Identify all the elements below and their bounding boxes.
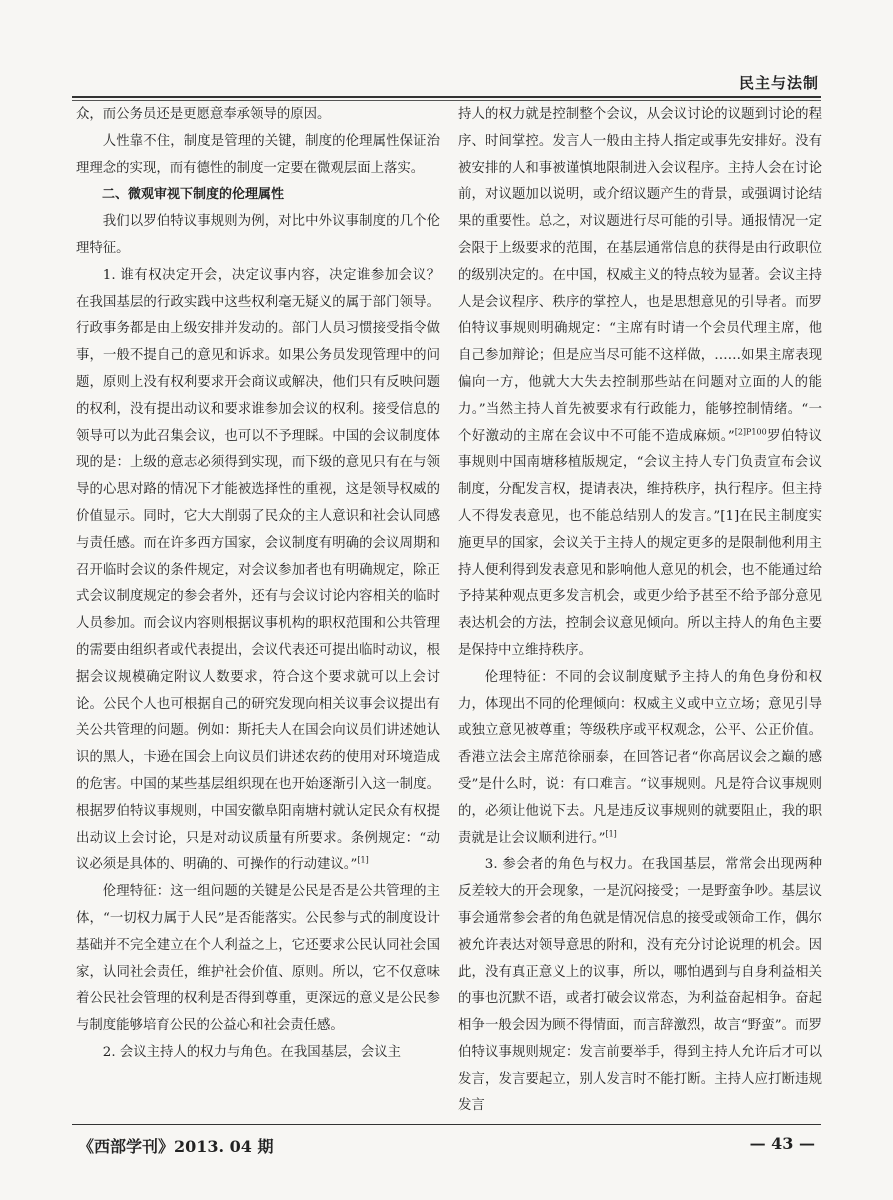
paragraph xyxy=(76,263,440,879)
citation: [1] xyxy=(720,508,740,524)
citation: [2]P100 xyxy=(734,427,767,437)
header-rule xyxy=(72,96,821,98)
citation: [1] xyxy=(357,855,369,865)
paragraph-text: 罗伯特议事规则中国南塘移植版规定，“会议主持人专门负责宣布会议制度，分配发言权，提请表决，维持秩序，执行程序。但主持人不得发表意见，也不能总结别人的发言。” xyxy=(458,428,822,524)
left-column xyxy=(76,102,440,1067)
section-heading: 二、微观审视下制度的伦理属性 xyxy=(102,187,285,203)
paragraph xyxy=(458,102,822,665)
journal-name: 《西部学刊》2013. 04 期 xyxy=(78,1137,274,1156)
paragraph: 人性靠不住，制度是管理的关键，制度的伦理属性保证治理理念的实现，而有德性的制度一定要在微观层面上落实。 xyxy=(76,133,440,176)
paragraph-text: 在民主制度实施更早的国家，会议关于主持人的规定更多的是限制他利用主持人便利得到发表意见和影响他人意见的机会，也不能通过给予持某种观点更多发言机会，或更少给予甚至不给予部分意见表达机会的方法，控制会议意见倾向。所以主持人的角色主要是保持中立维持秩序。 xyxy=(458,508,822,658)
paragraph-text: 伦理特征：不同的会议制度赋予主持人的角色身份和权力，体现出不同的伦理倾向：权威主义或中立立场；意见引导或独立意见被尊重；等级秩序或平权观念，公平、公正价值。香港立法会主席范徐丽泰，在回答记者“你高居议会之巅的感受”是什么时，说：有口难言。“议事规则。凡是符合议事规则的，必须让他说下去。凡是违反议事规则的就要阻止，我的职责就是让会议顺利进行。” xyxy=(458,669,822,846)
header-rule-thin xyxy=(72,100,821,101)
paragraph: 众，而公务员还是更愿意奉承领导的原因。 xyxy=(76,107,331,122)
paragraph: 2. 会议主持人的权力与角色。在我国基层，会议主 xyxy=(102,1044,402,1060)
paragraph-text: 1. 谁有权决定开会，决定议事内容，决定谁参加会议？在我国基层的行政实践中这些权利毫无疑义的属于部门领导。行政事务都是由上级安排并发动的。部门人员习惯接受指令做事，一般不提自己的意见和诉求。如果公务员发现管理中的问题，原则上没有权利要求开会商议或解决，他们只有反映问题的权利，没有提出动议和要求谁参加会议的权利。接受信息的领导可以为此召集会议，也可以不予理睬。中国的会议制度体现的是：上级的意志必须得到实现，而下级的意见只有在与领导的心思对路的情况下才能被选择性的重视，这是领导权威的价值显示。同时，它大大削弱了民众的主人意识和社会认同感与责任感。而在许多西方国家，会议制度有明确的会议周期和召开临时会议的条件规定，对会议参加者也有明确规定，除正式会议制度规定的参会者外，还有与会议讨论内容相关的临时人员参加。而会议内容则根据议事机构的职权范围和公共管理的需要由组织者或代表提出，会议代表还可提出临时动议，根据会议规模确定附议人数要求，符合这个要求就可以上会讨论。公民个人也可根据自己的研究发现向相关议事会议提出有关公共管理的问题。例如：斯托夫人在国会向议员们讲述她认识的黑人，卡逊在国会上向议员们讲述农药的使用对环境造成的危害。中国的某些基层组织现在也开始逐渐引入这一制度。根据罗伯特议事规则，中国安徽阜阳南塘村就认定民众有权提出动议上会讨论，只是对动议质量有所要求。条例规定：“动议必须是具体的、明确的、可操作的行动建议。” xyxy=(76,267,440,873)
paragraph: 3. 参会者的角色与权力。在我国基层，常常会出现两种反差较大的开会现象，一是沉闷接受；一是野蛮争吵。基层议事会通常参会者的角色就是情况信息的接受或领命工作，偶尔被允许表达对领导意思的附和，没有充分讨论说理的机会。因此，没有真正意义上的议事，所以，哪怕遇到与自身利益相关的事也沉默不语，或者打破会议常态，为利益奋起相争。奋起相争一般会因为顾不得情面，而言辞激烈，故言“野蛮”。而罗伯特议事规则规定：发言前要举手，得到主持人允许后才可以发言，发言要起立，别人发言时不能打断。主持人应打断违规发言 xyxy=(458,857,822,1114)
paragraph: 我们以罗伯特议事规则为例，对比中外议事制度的几个伦理特征。 xyxy=(76,214,440,256)
paragraph-text: 持人的权力就是控制整个会议，从会议讨论的议题到讨论的程序、时间掌控。发言人一般由主持人指定或事先安排好。没有被安排的人和事被谨慎地限制进入会议程序。主持人会在讨论前，对议题加以说明，或介绍议题产生的背景，或强调讨论结果的重要性。总之，对议题进行尽可能的引导。通报情况一定会限于上级要求的范围，在基层通常信息的获得是由行政职位的级别决定的。在中国，权威主义的特点较为显著。会议主持人是会议程序、秩序的掌控人，也是思想意见的引导者。而罗伯特议事规则明确规定：“主席有时请一个会员代理主席，他自己参加辩论；但是应当尽可能不这样做，……如果主席表现偏向一方，他就大大失去控制那些站在问题对立面的人的能力。”当然主持人首先被要求有行政能力，能够控制情绪。“一个好激动的主席在会议中不可能不造成麻烦。” xyxy=(458,107,822,444)
page-number: — 43 — xyxy=(749,1134,815,1153)
citation: [1] xyxy=(605,829,617,839)
paragraph: 伦理特征：这一组问题的关键是公民是否是公共管理的主体，“一切权力属于人民”是否能落实。公民参与式的制度设计基础并不完全建立在个人利益之上，它还要求公民认同社会国家，认同社会责任，维护社会价值、原则。所以，它不仅意味着公民社会管理的权利是否得到尊重，更深远的意义是公民参与制度能够培育公民的公益心和社会责任感。 xyxy=(76,884,440,1034)
footer-rule xyxy=(72,1124,821,1125)
section-label: 民主与法制 xyxy=(738,74,819,92)
right-column xyxy=(458,102,822,1120)
paragraph xyxy=(458,665,822,853)
